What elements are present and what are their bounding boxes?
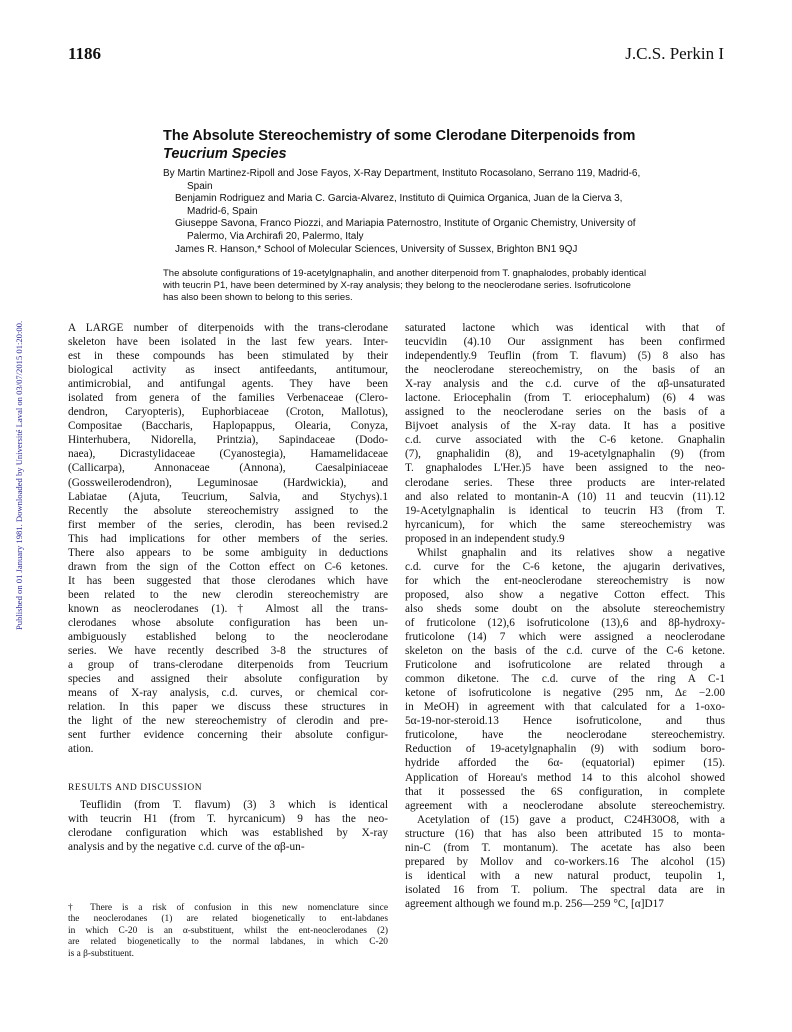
text-line: in MeOH) in agreement with that calculated for a 1-oxo- — [405, 701, 725, 714]
text-line: isolated from genera of the families Verbenaceae (Clero- — [68, 392, 388, 405]
text-line: fruticolone (14) 7 which were assigned a neoclerodane — [405, 631, 725, 644]
page-number: 1186 — [68, 44, 102, 63]
text-line: Labiatae (Ajuta, Teucrium, Salvia, and Stychys).1 — [68, 490, 388, 503]
text-line: the light of the new stereochemistry of clerodin and pre- — [68, 715, 388, 728]
text-line: common diketone. The c.d. curve of the ring A C-1 — [405, 673, 725, 686]
author-line: Giuseppe Savona, Franco Piozzi, and Mariapia Paternostro, Institute of Organic Chemistry, University of — [175, 218, 636, 230]
article-title — [163, 127, 731, 163]
text-line: is a β-substituent. — [68, 948, 134, 959]
text-line: saturated lactone which was identical with that of — [405, 322, 725, 334]
text-line: assigned to the neoclerodane series on the basis of a — [405, 406, 725, 419]
text-line: prepared by Mollov and co-workers.16 The alcohol (15) — [405, 855, 725, 868]
text-line: are related biogenetically to the normal labdanes, in which C-20 — [68, 937, 388, 948]
text-line: dendron, Caryopteris), Euphorbiaceae (Croton, Mallotus), — [68, 406, 388, 419]
text-line: Acetylation of (15) gave a product, C24H30O8, with a — [417, 813, 725, 826]
text-line: c.d. curve associated with the C-6 ketone. Gnaphalin — [405, 434, 725, 447]
text-line: clerodanes whose absolute configuration has been un- — [68, 616, 388, 629]
abstract-line: with teucrin P1, have been determined by X-ray analysis; they belong to the neoclerodane series. Isofruticolone — [163, 280, 631, 291]
text-line: skeleton have been isolated in the last few years. Inter- — [68, 336, 388, 349]
right-column — [405, 321, 725, 911]
text-line: Fruticolone and isofruticolone are related through a — [405, 659, 725, 672]
text-line: (Callicarpa), Annonaceae (Annona), Caesalpiniaceae — [68, 462, 388, 475]
text-line: nin-C (from T. montanum). The acetate has also been — [405, 841, 725, 854]
text-line: and also related to montanin-A (10) 11 and teucvin (11).12 — [405, 490, 725, 503]
text-line: with teucrin H1 (from T. hyrcanicum) 9 has the neo- — [68, 813, 388, 826]
text-line: isolated 16 from T. polium. The spectral data are in — [405, 883, 725, 896]
text-line: clerodane configuration which was established by X-ray — [68, 827, 388, 840]
text-line: X-ray analysis and the c.d. curve of the αβ-unsaturated — [405, 378, 725, 391]
text-line: analysis and by the negative c.d. curve of the αβ-un- — [68, 841, 305, 854]
author-line: Madrid-6, Spain — [187, 205, 258, 217]
journal-name: J.C.S. Perkin I — [625, 44, 724, 63]
author-affiliations — [163, 168, 743, 256]
text-line: There also appears to be some ambiguity in deductions — [68, 546, 388, 559]
text-line: hydride afforded the 6α- (equatorial) epimer (15). — [405, 757, 725, 770]
text-line: independently.9 Teuflin (from T. flavum) (5) 8 also has — [405, 350, 725, 363]
text-line: Application of Horeau's method 14 to this alcohol showed — [405, 771, 725, 784]
text-line: Recently the absolute stereochemistry assigned to the — [68, 504, 388, 517]
text-line: species and assigned their absolute configuration by — [68, 673, 388, 686]
text-line: ation. — [68, 743, 94, 756]
text-line: c.d. curve for the C-6 ketone, the ajugarin derivatives, — [405, 560, 725, 573]
text-line: Compositae (Baccharis, Haplopappus, Olearia, Conyza, — [68, 420, 388, 433]
text-line: antimicrobial, and antifungal agents. They have been — [68, 378, 388, 391]
text-line: sent further evidence concerning their absolute configur- — [68, 729, 388, 742]
text-line: ketone of isofruticolone is negative (295 nm, Δε −2.00 — [405, 687, 725, 700]
text-line: A LARGE number of diterpenoids with the trans-clerodane — [68, 322, 388, 334]
text-line: Whilst gnaphalin and its relatives show a negative — [417, 546, 725, 559]
text-line: is identical with a new natural product, teupolin 1, — [405, 869, 725, 882]
author-line: Benjamin Rodriguez and Maria C. Garcia-Alvarez, Instituto di Quimica Organica, Juan de la Cierva 3, — [175, 193, 623, 205]
text-line: agreement with a neoclerodane absolute stereochemistry. — [405, 799, 725, 812]
text-line: a group of trans-clerodane diterpenoids from Teucrium — [68, 659, 388, 672]
text-line: been related to the new clerodin stereochemistry are — [68, 588, 388, 601]
text-line: proposed in an independent study.9 — [405, 532, 565, 545]
text-line: first member of the series, clerodin, has been revised.2 — [68, 518, 388, 531]
text-line: known as neoclerodanes (1).† Almost all the trans- — [68, 602, 388, 615]
text-line: drawn from the sign of the Cotton effect on C-6 ketones. — [68, 560, 388, 573]
text-line: naea), Dicrastylidaceae (Cyanostegia), Hamamelidaceae — [68, 448, 388, 461]
text-line: biological activity as insect antifeedants, antitumour, — [68, 364, 388, 377]
text-line: T. gnaphalodes L'Her.)5 have been assigned to the neo- — [405, 462, 725, 475]
text-line: teucvidin (4).10 Our assignment has been confirmed — [405, 336, 725, 349]
abstract-line: has also been shown to belong to this series. — [163, 292, 353, 303]
download-notice — [4, 170, 22, 630]
text-line: series. We have recently described 3-8 the structures of — [68, 645, 388, 658]
text-line: est in these compounds has been stimulated by their — [68, 350, 388, 363]
author-line: James R. Hanson,* School of Molecular Sciences, University of Sussex, Brighton BN1 9QJ — [175, 243, 578, 255]
title-line-1: The Absolute Stereochemistry of some Clerodane Diterpenoids from — [163, 128, 636, 144]
author-line: By Martin Martinez-Ripoll and Jose Fayos, X-Ray Department, Instituto Rocasolano, Serrano 119, Madrid-6, — [163, 168, 641, 179]
section-heading: RESULTS AND DISCUSSION — [68, 783, 203, 793]
text-line: Hinterhubera, Nidorella, Printzia), Sapindaceae (Dodo- — [68, 434, 388, 447]
text-line: that it possessed the 6S configuration, in complete — [405, 785, 725, 798]
title-line-2: Teucrium Species — [163, 146, 287, 162]
text-line: clerodane series. These three products are inter-related — [405, 476, 725, 489]
text-line: also sheds some doubt on the absolute stereochemistry — [405, 602, 725, 615]
text-line: the neoclerodane stereochemistry, on the basis of an — [405, 364, 725, 377]
text-line: ambiguously established belong to the neoclerodane — [68, 631, 388, 644]
text-line: Teuflidin (from T. flavum) (3) 3 which is identical — [80, 799, 388, 811]
text-line: Reduction of 19-acetylgnaphalin (9) with sodium boro- — [405, 743, 725, 756]
text-line: 19-Acetylgnaphalin is identical to teucrin H3 (from T. — [405, 504, 725, 517]
text-line: relation. In this paper we discuss these structures in — [68, 701, 388, 714]
text-line: hyrcanicum), for which the same stereochemistry was — [405, 518, 725, 531]
text-line: lactone. Eriocephalin (from T. eriocephalum) (6) 4 was — [405, 392, 725, 405]
text-line: It has been suggested that those clerodanes which have — [68, 574, 388, 587]
download-notice-text: Published on 01 January 1981. Downloaded by Université Laval on 03/07/2015 01:20:00. — [14, 320, 24, 630]
text-line: the neoclerodanes (1) are related biogenetically to ent-labdanes — [68, 914, 388, 925]
text-line: (Gossweilerodendron), Leguminosae (Hardwickia), and — [68, 476, 388, 489]
abstract-line: The absolute configurations of 19-acetylgnaphalin, and another diterpenoid from T. gnaphalodes, probably identical — [163, 268, 647, 279]
left-column-continued — [68, 798, 388, 854]
text-line: fruticolone, have the neoclerodane stereochemistry. — [405, 729, 725, 742]
abstract — [163, 268, 735, 304]
text-line: agreement although we found m.p. 256—259 °C, [α]D17 — [405, 897, 664, 910]
text-line: Bijvoet analysis of the X-ray data. It has a positive — [405, 420, 725, 433]
author-line: Spain — [187, 180, 213, 192]
text-line: of fruticolone (12),6 isofruticolone (13),6 and 8β-hydroxy- — [405, 616, 725, 629]
text-line: for which the ent-neoclerodane stereochemistry is now — [405, 574, 725, 587]
author-line: Palermo, Via Archirafi 20, Palermo, Italy — [187, 230, 364, 242]
left-column — [68, 321, 388, 756]
text-line: 5α-19-nor-steroid.13 Hence isofruticolone, and thus — [405, 715, 725, 728]
text-line: This had implications for other members of the series. — [68, 532, 388, 545]
text-line: means of X-ray analysis, c.d. curves, or chemical cor- — [68, 687, 388, 700]
text-line: in which C-20 is an α-substituent, whilst the ent-neoclerodanes (2) — [68, 925, 388, 936]
text-line: proposed, also show a negative Cotton effect. This — [405, 588, 725, 601]
text-line: (7), gnaphalidin (8), and 19-acetylgnaphalin (9) (from — [405, 448, 725, 461]
footnote — [68, 903, 388, 960]
text-line: skeleton on the basis of the c.d. curve of the C-6 ketone. — [405, 645, 725, 658]
text-line: † There is a risk of confusion in this new nomenclature since — [68, 903, 388, 913]
text-line: structure (16) that has also been attributed 15 to monta- — [405, 827, 725, 840]
